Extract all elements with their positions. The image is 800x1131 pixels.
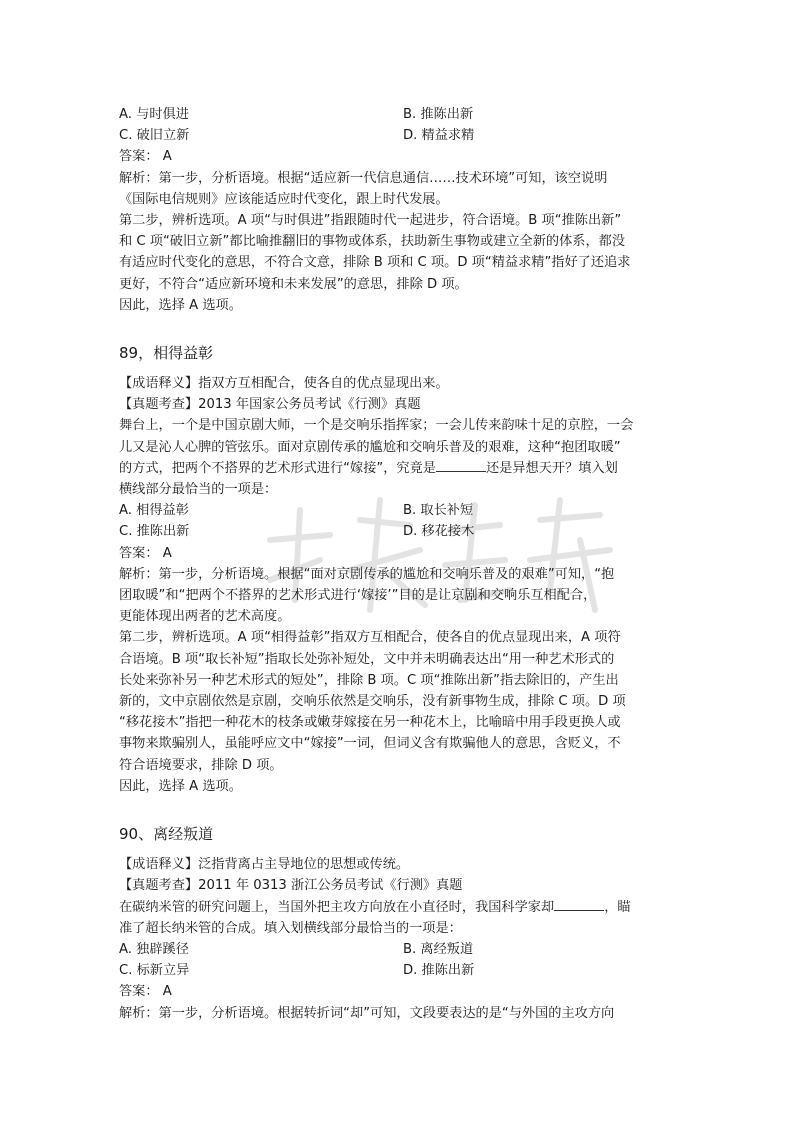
question-text: 还是异想天开？填入划 bbox=[485, 460, 618, 476]
explanation-line: 和 C 项“破旧立新”都比喻推翻旧的事物或体系，扶助新生事物或建立全新的体系，都没 bbox=[119, 234, 626, 250]
document-page bbox=[119, 104, 687, 1024]
answer: 答案： A bbox=[119, 149, 172, 165]
explanation-line: 解析：第一步，分析语境。根据“适应新一代信息通信……技术环境”可知，该空说明 bbox=[119, 170, 608, 186]
fill-blank bbox=[554, 898, 604, 911]
explanation-line: 新的，文中京剧依然是京剧，交响乐依然是交响乐，没有新事物生成，排除 C 项。D 项 bbox=[119, 694, 626, 710]
options-row bbox=[119, 500, 687, 521]
idiom-definition: 【成语释义】泛指背离占主导地位的思想或传统。 bbox=[119, 857, 410, 873]
option-d: D. 推陈出新 bbox=[403, 963, 475, 979]
idiom-heading: 89，相得益彰 bbox=[119, 344, 214, 363]
options-row bbox=[119, 960, 687, 981]
option-a: A. 与时俱进 bbox=[119, 107, 189, 122]
explanation-line: 解析：第一步，分析语境。根据转折词“却”可知，文段要表达的是“与外国的主攻方向 bbox=[119, 1005, 615, 1021]
explanation-line: 符合语境要求，排除 D 项。 bbox=[119, 757, 283, 773]
explanation-line: 团取暖”和“把两个不搭界的艺术形式进行‘嫁接’”目的是让京剧和交响乐互相配合， bbox=[119, 588, 597, 604]
options-row bbox=[119, 125, 687, 146]
conclusion-line: 因此，选择 A 选项。 bbox=[119, 778, 242, 794]
option-c: C. 推陈出新 bbox=[119, 524, 190, 540]
option-a: A. 独辟蹊径 bbox=[119, 941, 189, 957]
explanation-line: 第二步，辨析选项。A 项“与时俱进”指跟随时代一起进步，符合语境。B 项“推陈出新” bbox=[119, 213, 622, 229]
option-d: D. 移花接木 bbox=[403, 524, 475, 540]
option-c: C. 标新立异 bbox=[119, 963, 190, 979]
explanation-line: 更能体现出两者的艺术高度。 bbox=[119, 609, 291, 625]
options-row bbox=[119, 104, 687, 125]
fill-blank bbox=[436, 459, 486, 472]
options-row bbox=[119, 939, 687, 960]
idiom-heading: 90、离经叛道 bbox=[119, 825, 214, 844]
question-text: ，瞄 bbox=[604, 899, 631, 915]
options-row bbox=[119, 521, 687, 542]
explanation-line: 长处来弥补另一种艺术形式的短处”，排除 B 项。C 项“推陈出新”指去除旧的，产生出 bbox=[119, 672, 619, 688]
question-89 bbox=[119, 373, 687, 797]
explanation-line: 第二步，辨析选项。A 项“相得益彰”指双方互相配合，使各自的优点显现出来，A 项符 bbox=[119, 630, 621, 646]
option-c: C. 破旧立新 bbox=[119, 128, 190, 144]
exam-source: 【真题考查】2011 年 0313 浙江公务员考试《行测》真题 bbox=[119, 878, 463, 894]
idiom-definition: 【成语释义】指双方互相配合，使各自的优点显现出来。 bbox=[119, 376, 449, 392]
explanation-line: 有适应时代变化的意思，不符合文意，排除 B 项和 C 项。D 项“精益求精”指好了还追求 bbox=[119, 255, 631, 271]
exam-source: 【真题考查】2013 年国家公务员考试《行测》真题 bbox=[119, 397, 421, 413]
explanation-line: “移花接木”指把一种花木的枝条或嫩芽嫁接在另一种花木上，比喻暗中用手段更换人或 bbox=[119, 715, 621, 731]
question-line: 准了超长纳米管的合成。填入划横线部分最恰当的一项是： bbox=[119, 920, 462, 936]
question-90 bbox=[119, 854, 687, 1024]
question-line: 横线部分最恰当的一项是： bbox=[119, 482, 278, 498]
explanation-line: 更好，不符合“适应新环境和未来发展”的意思，排除 D 项。 bbox=[119, 276, 468, 292]
explanation-line: 《国际电信规则》应该能适应时代变化，跟上时代发展。 bbox=[119, 191, 449, 207]
question-line bbox=[119, 458, 687, 479]
explanation-line: 事物来欺骗别人，虽能呼应文中“嫁接”一词，但词义含有欺骗他人的意思，含贬义，不 bbox=[119, 736, 621, 752]
question-line: 儿又是沁人心脾的管弦乐。面对京剧传承的尴尬和交响乐普及的艰难，这种“抱团取暖” bbox=[119, 439, 621, 455]
option-b: B. 离经叛道 bbox=[403, 941, 474, 957]
question-88-tail bbox=[119, 104, 687, 316]
question-text: 的方式，把两个不搭界的艺术形式进行“嫁接”，究竟是 bbox=[119, 460, 436, 476]
answer: 答案： A bbox=[119, 545, 172, 561]
conclusion-line: 因此，选择 A 选项。 bbox=[119, 297, 242, 313]
question-line: 舞台上，一个是中国京剧大师，一个是交响乐指挥家；一会儿传来韵味十足的京腔，一会 bbox=[119, 418, 634, 434]
option-b: B. 取长补短 bbox=[403, 503, 474, 519]
option-b: B. 推陈出新 bbox=[403, 107, 474, 122]
option-a: A. 相得益彰 bbox=[119, 503, 189, 519]
explanation-line: 合语境。B 项“取长补短”指取长处弥补短处，文中并未明确表达出“用一种艺术形式的 bbox=[119, 651, 615, 667]
option-d: D. 精益求精 bbox=[403, 128, 475, 144]
question-text: 在碳纳米管的研究问题上，当国外把主攻方向放在小直径时，我国科学家却 bbox=[119, 899, 555, 915]
answer: 答案： A bbox=[119, 984, 172, 1000]
explanation-line: 解析：第一步，分析语境。根据“面对京剧传承的尴尬和交响乐普及的艰难”可知，“抱 bbox=[119, 566, 615, 582]
question-line bbox=[119, 897, 687, 918]
